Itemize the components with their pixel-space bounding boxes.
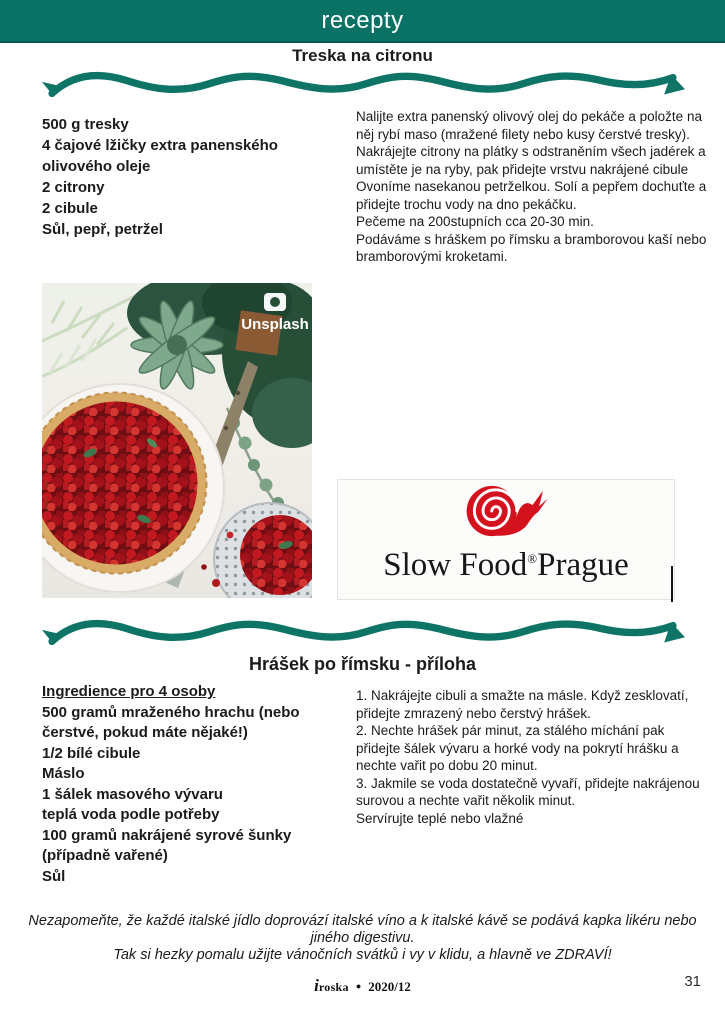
note-paragraph: Nezapomeňte, že každé italské jídlo doprovází italské víno a k italské kávě se podává kapka likéru nebo jiného digestivu. <box>28 913 697 946</box>
recipe-photo <box>42 283 312 598</box>
ingredient-line: 500 gramů mraženého hrachu (nebo čerstvé, pokud máte nějaké!) <box>42 703 300 741</box>
footer-separator-dot: ● <box>355 981 362 991</box>
ingredient-line: Sůl, pepř, petržel <box>42 221 163 238</box>
page-title: recepty <box>321 6 404 34</box>
ingredient-line: Sůl <box>42 867 66 885</box>
recipe1-instructions <box>356 108 708 266</box>
loose-berry <box>212 579 220 587</box>
wave-divider-bottom <box>40 614 685 652</box>
registered-mark: ® <box>527 551 538 566</box>
wave-divider-top <box>40 66 685 104</box>
ingredient-line: 2 cibule <box>42 200 98 217</box>
instruction-paragraph: 2. Nechte hrášek pár minut, za stálého míchání pak přidejte šálek vývaru a horké vody na pokrytí hrášku a nechte vařit po dobu 20 minut. <box>356 723 679 773</box>
instruction-paragraph: 3. Jakmile se voda dostatečně vyvaří, přidejte nakrájenou surovou a nechte vařit několik minut. <box>356 775 700 808</box>
footer-brand-rest: roska <box>318 980 349 994</box>
recipe1-ingredients <box>42 114 344 240</box>
ingredient-line: 1/2 bílé cibule <box>42 744 141 762</box>
instruction-paragraph: Nalijte extra panenský olivový olej do pekáče a položte na něj rybí maso (mražené filety nebo kusy čerstvé tresky). <box>356 109 702 142</box>
snail-logo-icon <box>456 483 557 541</box>
recipe1-title: Treska na citronu <box>292 46 433 65</box>
loose-berry <box>201 564 207 570</box>
recipe2-ingredients-heading: Ingredience pro 4 osoby <box>42 683 216 700</box>
recipe2-ingredients-list <box>42 703 348 888</box>
wave-ribbon-icon <box>40 66 685 104</box>
slow-food-logo-text <box>383 542 629 582</box>
ingredient-line: Máslo <box>42 765 85 782</box>
header-bar <box>0 0 725 43</box>
footer-issue: 2020/12 <box>368 979 411 994</box>
wave-ribbon-icon <box>40 614 685 652</box>
ingredient-line: 500 g tresky <box>42 116 129 133</box>
loose-berry <box>227 532 234 539</box>
text-cursor <box>671 566 673 602</box>
instruction-paragraph: Podáváme s hráškem po římsku a bramborovou kaší nebo bramborovými kroketami. <box>356 231 707 264</box>
recipe2-ingredients <box>42 682 348 887</box>
logo-city: Prague <box>537 547 629 583</box>
ingredient-line: 1 šálek masového vývaru <box>42 785 223 803</box>
logo-brand: Slow Food <box>383 547 528 583</box>
ingredient-line: 4 čajové lžičky extra panenského olivového oleje <box>42 137 278 175</box>
footer-brand-i: i <box>314 976 319 995</box>
recipe2-title: Hrášek po římsku - příloha <box>248 654 477 674</box>
instruction-paragraph: 1. Nakrájejte cibuli a smažte na másle. Když zesklovatí, přidejte zmrazený nebo čerstvý hrášek. <box>356 688 689 721</box>
recipe2-instructions <box>356 687 708 827</box>
instruction-paragraph: Ovoníme nasekanou petrželkou. Solí a pepřem dochuťte a přidejte trochu vody na dno pekáčku. <box>356 179 707 212</box>
cranberry-tart-photo-illustration <box>42 283 312 598</box>
page-number: 31 <box>684 973 701 990</box>
ingredient-line: 100 gramů nakrájené syrové šunky (případně vařené) <box>42 826 292 864</box>
ingredient-line: teplá voda podle potřeby <box>42 806 220 823</box>
slow-food-logo-box <box>337 479 675 600</box>
instruction-paragraph: Nakrájejte citrony na plátky s odstraněním všech jadérek a umístěte je na ryby, pak přidejte vrstvu nakrájené cibule <box>356 144 706 177</box>
unsplash-watermark: Unsplash <box>241 316 309 333</box>
footer-brand <box>0 976 725 996</box>
closing-note <box>0 913 725 964</box>
ingredient-line: 2 citrony <box>42 179 105 196</box>
instruction-paragraph: Servírujte teplé nebo vlažné <box>356 810 524 826</box>
note-paragraph: Tak si hezky pomalu užijte vánočních svátků i vy v klidu, a hlavně ve ZDRAVÍ! <box>113 947 612 963</box>
instruction-paragraph: Pečeme na 200stupních cca 20-30 min. <box>356 214 594 229</box>
